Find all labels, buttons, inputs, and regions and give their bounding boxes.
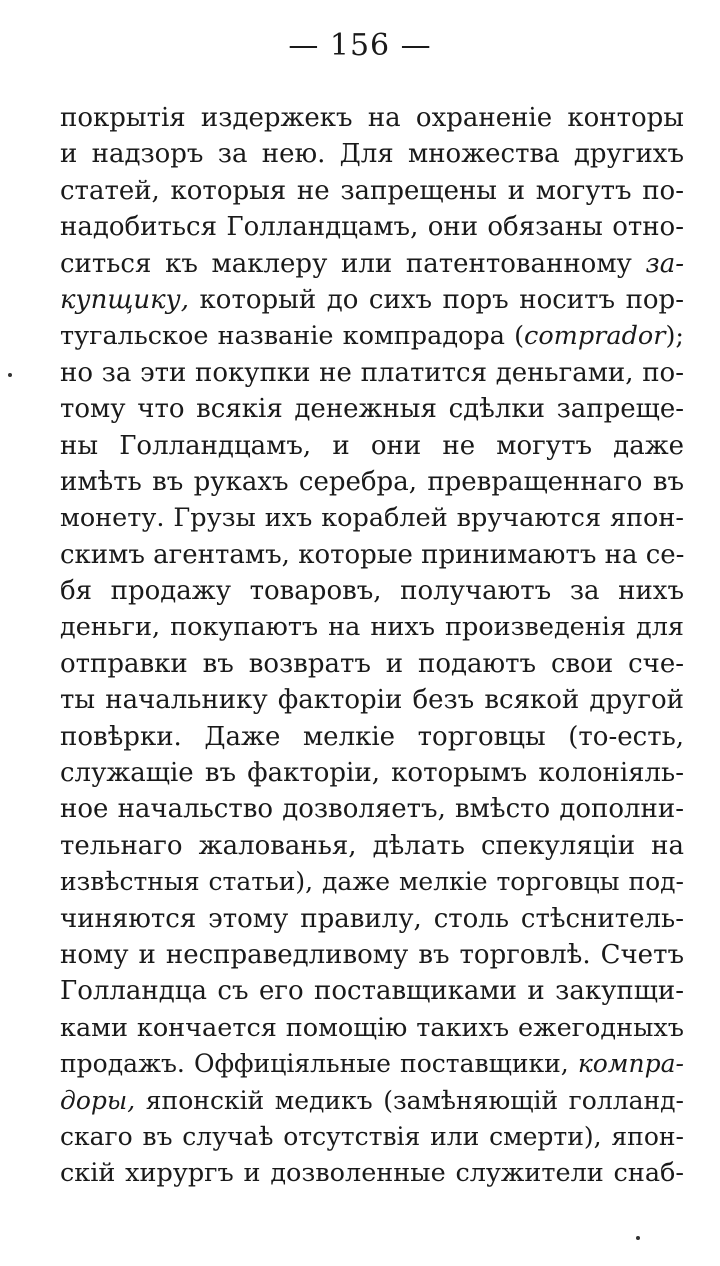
text-segment: ны Голландцамъ, и они не могутъ даже <box>60 430 684 461</box>
text-line <box>60 973 684 1009</box>
text-line <box>60 609 684 645</box>
text-segment: тельнаго жалованья, дѣлать спекуляціи на <box>60 830 684 861</box>
text-line <box>60 682 684 718</box>
text-line <box>60 901 684 937</box>
text-segment: ками кончается помощію такихъ ежегодныхъ <box>60 1012 684 1043</box>
text-segment: служащіе въ факторіи, которымъ колоніяль- <box>60 758 684 789</box>
text-segment: японскій медикъ (замѣняющій голланд- <box>135 1085 684 1115</box>
text-segment: ты начальнику факторіи безъ всякой другой <box>60 685 684 716</box>
text-segment: бя продажу товаровъ, получаютъ за нихъ <box>60 576 684 607</box>
text-segment: скимъ агентамъ, которые принимаютъ на се- <box>60 539 684 570</box>
italic-text: за- <box>645 248 684 279</box>
text-line <box>60 1046 684 1082</box>
text-segment: тугальское названіе компрадора ( <box>60 321 525 352</box>
text-line <box>60 136 684 172</box>
text-line <box>60 864 684 900</box>
paper-speck <box>8 373 12 377</box>
italic-text: comprador <box>524 321 666 352</box>
paper-speck <box>636 1236 640 1240</box>
text-segment: имѣть въ рукахъ серебра, превращеннаго въ <box>60 466 684 497</box>
text-line <box>60 828 684 864</box>
text-segment: тому что всякія денежныя сдѣлки запреще- <box>60 394 684 425</box>
text-line <box>60 100 684 136</box>
text-line <box>60 282 684 318</box>
italic-text: компра- <box>577 1049 684 1079</box>
text-line <box>60 500 684 536</box>
text-line <box>60 537 684 573</box>
text-line <box>60 1155 684 1191</box>
text-line <box>60 173 684 209</box>
text-line <box>60 1083 684 1119</box>
text-line <box>60 246 684 282</box>
text-segment: скаго въ случаѣ отсутствія или смерти), япон- <box>60 1121 684 1151</box>
text-segment: продажъ. Оффиціяльные поставщики, <box>60 1049 578 1079</box>
text-line <box>60 791 684 827</box>
text-line <box>60 1010 684 1046</box>
text-segment: Голландца съ его поставщиками и закупщи- <box>60 976 684 1007</box>
text-segment: надобиться Голландцамъ, они обязаны отно- <box>60 212 684 243</box>
text-segment: извѣстныя статьи), даже мелкіе торговцы под- <box>60 867 684 897</box>
text-line <box>60 428 684 464</box>
text-line <box>60 755 684 791</box>
text-segment: скій хирургъ и дозволенные служители снаб- <box>60 1158 684 1189</box>
text-segment: и надзоръ за нею. Для множества другихъ <box>60 139 684 170</box>
text-line <box>60 318 684 354</box>
text-segment: но за эти покупки не платится деньгами, по- <box>60 357 684 388</box>
text-line <box>60 937 684 973</box>
italic-text: доры, <box>60 1085 136 1115</box>
text-segment: отправки въ возвратъ и подаютъ свои сче- <box>60 648 684 679</box>
page-number: — 156 — <box>288 28 432 63</box>
text-segment: статей, которыя не запрещены и могутъ по- <box>60 175 684 206</box>
text-line <box>60 719 684 755</box>
text-segment: ситься къ маклеру или патентованному <box>60 248 646 279</box>
text-line <box>60 573 684 609</box>
text-segment: ному и несправедливому въ торговлѣ. Счетъ <box>60 939 684 970</box>
text-line <box>60 209 684 245</box>
italic-text: купщику, <box>60 284 189 315</box>
text-segment: повѣрки. Даже мелкіе торговцы (то-есть, <box>60 721 684 752</box>
text-segment: ); <box>665 321 684 352</box>
text-line <box>60 464 684 500</box>
text-segment: чиняются этому правилу, столь стѣснитель- <box>60 903 684 934</box>
text-line <box>60 646 684 682</box>
text-line <box>60 1119 684 1155</box>
text-segment: деньги, покупаютъ на нихъ произведенія для <box>60 612 684 643</box>
text-segment: монету. Грузы ихъ кораблей вручаются япон- <box>60 503 684 534</box>
text-segment: покрытія издержекъ на охраненіе конторы <box>60 103 684 133</box>
text-line <box>60 391 684 427</box>
text-line <box>60 355 684 391</box>
body-text <box>60 100 684 1192</box>
text-segment: который до сихъ поръ носитъ пор- <box>189 284 684 315</box>
text-segment: ное начальство дозволяетъ, вмѣсто дополни- <box>60 794 684 825</box>
